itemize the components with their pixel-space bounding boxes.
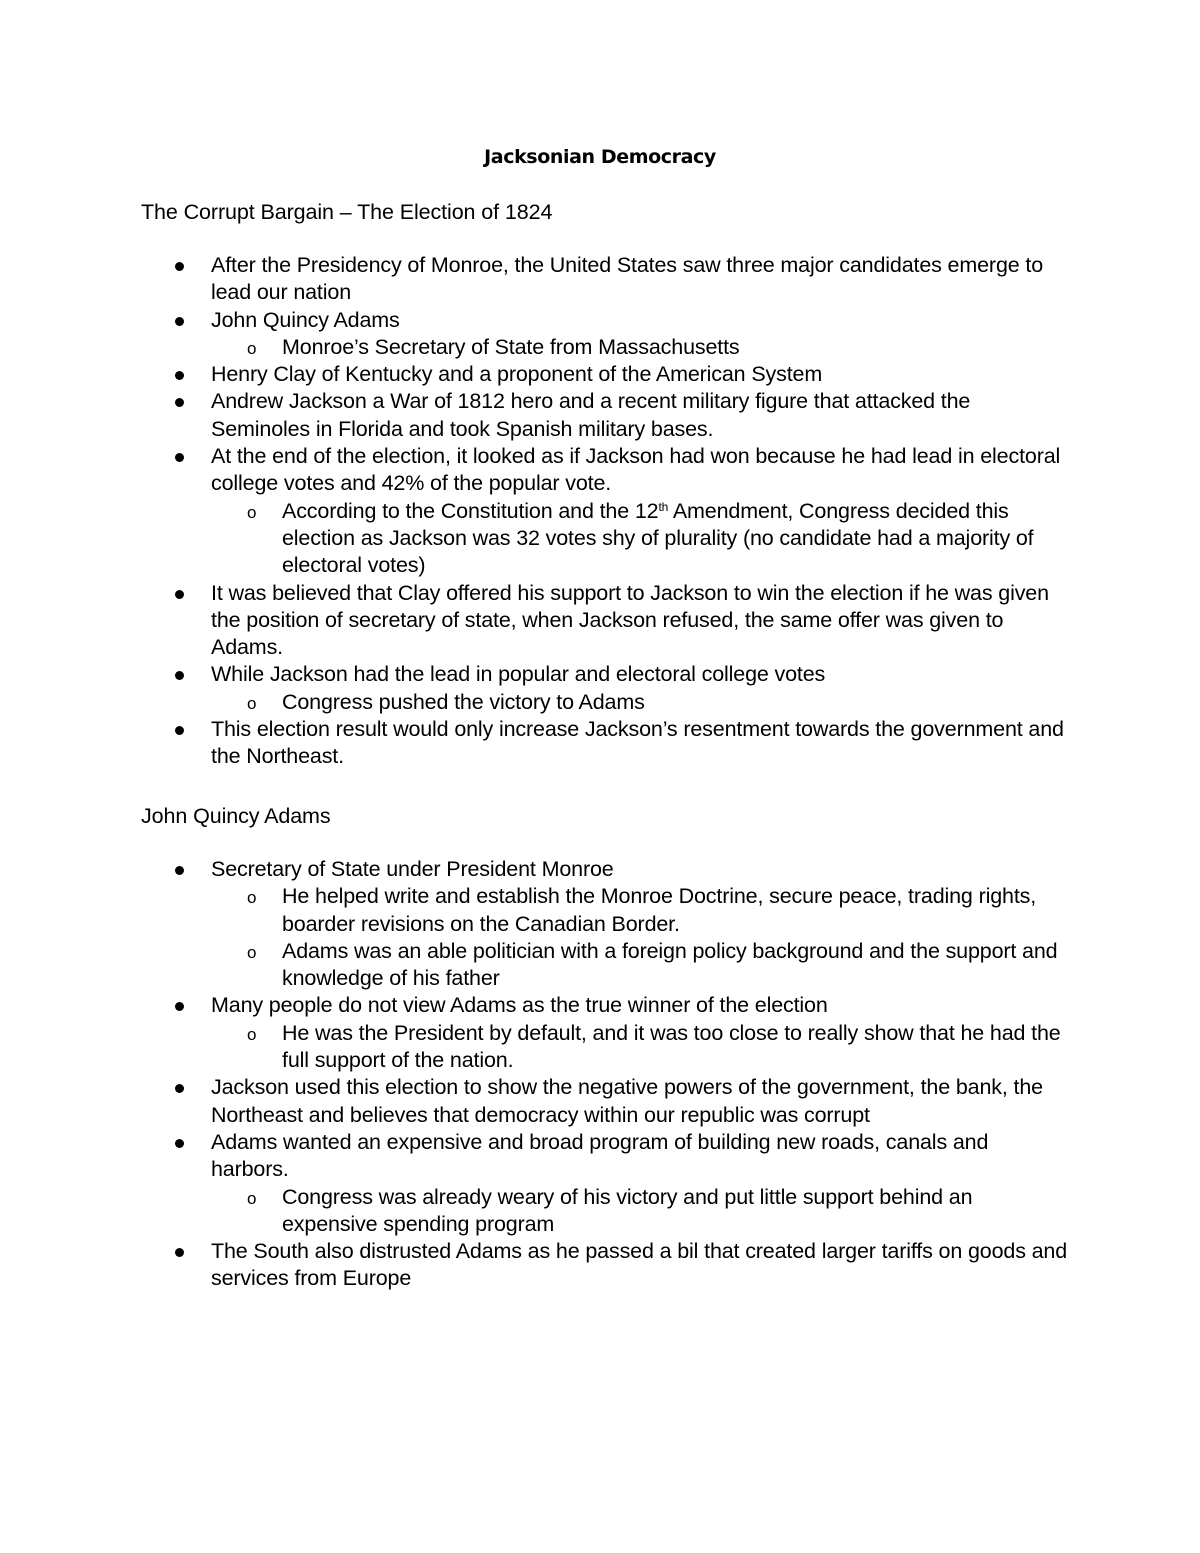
sub-list: [211, 334, 1071, 361]
list-item: Andrew Jackson a War of 1812 hero and a recent military figure that attacked the Seminoles in Florida and took Spanish military bases.: [141, 388, 1071, 443]
page-title: Jacksonian Democracy: [484, 146, 716, 168]
list-item: This election result would only increase Jackson’s resentment towards the government and the Northeast.: [141, 716, 1071, 771]
bullet-icon: [175, 590, 184, 599]
sub-bullet-icon: o: [247, 693, 257, 713]
list-item: The South also distrusted Adams as he passed a bil that created larger tariffs on goods and services from Europe: [141, 1238, 1071, 1293]
bullet-icon: [175, 1084, 184, 1093]
bullet-list: [141, 856, 1071, 1293]
bullet-icon: [175, 671, 184, 680]
sub-list: [211, 883, 1071, 992]
bullet-icon: [175, 1002, 184, 1011]
list-item: It was believed that Clay offered his support to Jackson to win the election if he was given the position of secretary of state, when Jackson refused, the same offer was given to Adams.: [141, 580, 1071, 662]
sub-list: [211, 1020, 1071, 1075]
bullet-icon: [175, 1248, 184, 1257]
sub-list-item: o Congress was already weary of his victory and put little support behind an expensive spending program: [247, 1184, 973, 1236]
bullet-icon: [175, 262, 184, 271]
sub-list-item: o Monroe’s Secretary of State from Massachusetts: [211, 334, 1071, 361]
sub-bullet-icon: o: [247, 1188, 257, 1208]
list-item: After the Presidency of Monroe, the United States saw three major candidates emerge to lead our nation: [141, 252, 1071, 307]
sub-list-item: o According to the Constitution and the 12th Amendment, Congress decided this election as Jackson was 32 votes shy of plurality (no candidate had a majority of electoral votes): [247, 498, 1034, 578]
list-item: Jackson used this election to show the negative powers of the government, the bank, the Northeast and believes that democracy within our republic was corrupt: [141, 1074, 1071, 1129]
sub-list: [211, 689, 1071, 716]
bullet-icon: [175, 726, 184, 735]
sub-list: [211, 1184, 1071, 1239]
bullet-icon: [175, 866, 184, 875]
section-corrupt-bargain: [141, 199, 1071, 771]
section-john-quincy-adams: [141, 803, 1071, 1293]
section-heading: The Corrupt Bargain – The Election of 1824: [141, 200, 553, 224]
bullet-icon: [175, 371, 184, 380]
sub-bullet-icon: o: [247, 338, 257, 358]
sub-list-item: o He was the President by default, and it was too close to really show that he had the full support of the nation.: [247, 1020, 1061, 1073]
section-heading: John Quincy Adams: [141, 804, 331, 828]
bullet-icon: [175, 453, 184, 462]
bullet-icon: [175, 398, 184, 407]
bullet-list: [141, 252, 1071, 771]
list-item: John Quincy Adams o Monroe’s Secretary of State from Massachusetts: [141, 307, 1071, 362]
sub-list-item: o Adams was an able politician with a foreign policy background and the support and knowledge of his father: [247, 938, 1058, 991]
sub-list: [211, 498, 1071, 580]
list-item: Many people do not view Adams as the true winner of the election o He was the President by default, and it was too close to really show that he had the full support of the nation.: [141, 992, 1071, 1074]
bullet-icon: [175, 317, 184, 326]
list-item: While Jackson had the lead in popular and electoral college votes o Congress pushed the victory to Adams: [141, 661, 1071, 716]
list-item: At the end of the election, it looked as if Jackson had won because he had lead in electoral college votes and 42% of the popular vote. o According to the Constitution and the 12th Amendment, Congress decided this election as Jackson was 32 votes shy of plurality (no candidate had a majority of electoral votes): [141, 443, 1071, 579]
list-item: Adams wanted an expensive and broad program of building new roads, canals and harbors. o Congress was already weary of his victory and put little support behind an expensive spending program: [141, 1129, 1071, 1238]
list-item: Henry Clay of Kentucky and a proponent of the American System: [141, 361, 1071, 388]
sub-bullet-icon: o: [247, 1024, 257, 1044]
sub-list-item: o Congress pushed the victory to Adams: [211, 689, 1071, 716]
sub-bullet-icon: o: [247, 888, 257, 908]
sub-bullet-icon: o: [247, 942, 257, 962]
sub-bullet-icon: o: [247, 502, 257, 522]
bullet-icon: [175, 1139, 184, 1148]
list-item: Secretary of State under President Monroe o He helped write and establish the Monroe Doctrine, secure peace, trading rights, boarder revisions on the Canadian Border. o Adams was an able politician with a foreign policy background and the support and knowledge of his father: [141, 856, 1071, 992]
sub-list-item: o He helped write and establish the Monroe Doctrine, secure peace, trading rights, boarder revisions on the Canadian Border.: [247, 884, 1037, 936]
